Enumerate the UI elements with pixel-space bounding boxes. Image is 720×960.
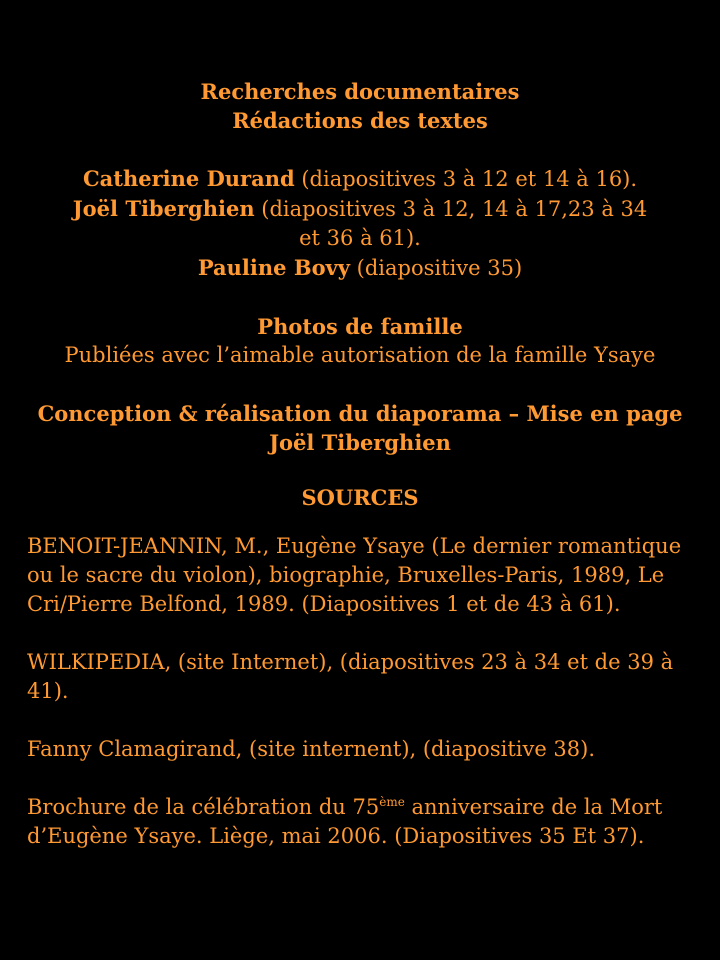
photos-text: Publiées avec l’aimable autorisation de la famille Ysaye [64, 343, 656, 367]
credits-section [0, 77, 720, 512]
author-details: (diapositive 35) [350, 256, 523, 280]
spacer [0, 370, 720, 399]
ordinal-superscript: ème [379, 795, 405, 809]
author-name: Pauline Bovy [197, 255, 350, 280]
spacer [0, 457, 720, 483]
author-line-bovy [0, 253, 720, 283]
sources-list [27, 532, 709, 851]
source-item: Fanny Clamagirand, (site internent), (diapositive 38). [27, 737, 596, 761]
author-line-tiberghien [0, 194, 720, 224]
photos-title: Photos de famille [257, 314, 463, 339]
author-name: Joël Tiberghien [72, 196, 255, 221]
research-title: Recherches documentaires [200, 79, 520, 104]
writing-title: Rédactions des textes [232, 108, 488, 133]
sources-title: SOURCES [301, 485, 419, 510]
conception-author: Joël Tiberghien [269, 430, 451, 455]
source-text-before: Brochure de la célébration du 75 [27, 795, 380, 819]
source-item: WILKIPEDIA, (site Internet), (diapositives 23 à 34 et de 39 à 41). [27, 650, 674, 703]
source-text-after: anniversaire de la Mort d’Eugène Ysaye. Liège, mai 2006. (Diapositives 35 Et 37). [27, 795, 663, 848]
author-details: (diapositives 3 à 12 et 14 à 16). [294, 167, 638, 191]
author-name: Catherine Durand [82, 166, 295, 191]
author-details: (diapositives 3 à 12, 14 à 17,23 à 34 [254, 197, 648, 221]
spacer [0, 283, 720, 312]
author-line-durand [0, 164, 720, 194]
spacer [0, 135, 720, 164]
conception-title: Conception & réalisation du diaporama – Mise en page [37, 401, 683, 426]
source-item [27, 793, 709, 851]
source-item: BENOIT-JEANNIN, M., Eugène Ysaye (Le dernier romantique ou le sacre du violon), biographie, Bruxelles-Paris, 1989, Le Cri/Pierre Belfond, 1989. (Diapositives 1 et de 43 à 61). [27, 534, 682, 616]
author-details-continuation: et 36 à 61). [299, 226, 421, 250]
